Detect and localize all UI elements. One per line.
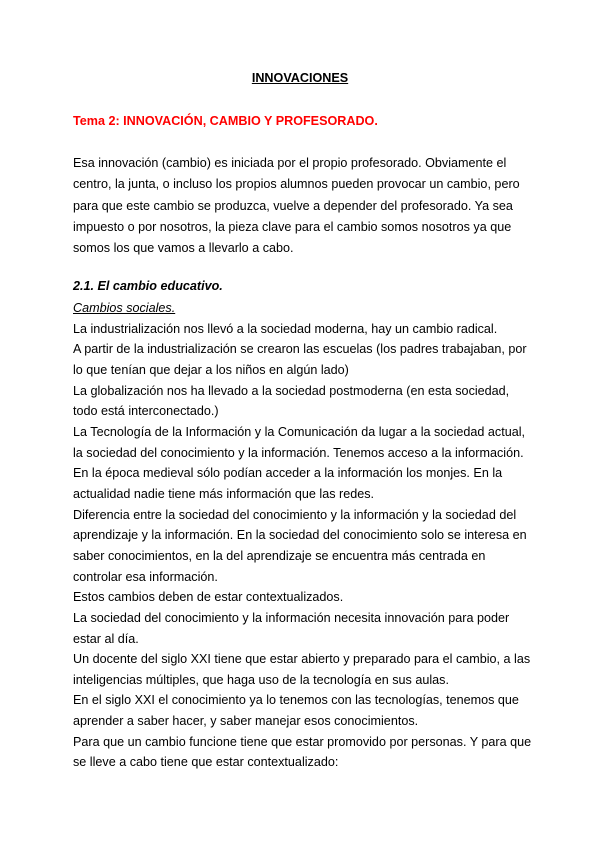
section-heading: 2.1. El cambio educativo. bbox=[73, 279, 223, 293]
paragraph: A partir de la industrialización se crearon las escuelas (los padres trabajaban, por lo que tenían que dejar a los niños en algún lado) bbox=[73, 342, 527, 377]
paragraph: En el siglo XXI el conocimiento ya lo tenemos con las tecnologías, tenemos que aprender a saber hacer, y saber manejar esos conocimientos. bbox=[73, 693, 519, 729]
paragraph: Un docente del siglo XXI tiene que estar abierto y preparado para el cambio, a las inteligencias múltiples, que haga uso de la tecnología en sus aulas. bbox=[73, 652, 531, 687]
section-body bbox=[73, 298, 535, 773]
paragraph: Diferencia entre la sociedad del conocimiento y la información y la sociedad del aprendizaje y la información. En la sociedad del conocimiento solo se interesa en saber conocimientos, en la del aprendizaje se encuentra más centrada en controlar esa información. bbox=[73, 507, 527, 584]
paragraph: Para que un cambio funcione tiene que estar promovido por personas. Y para que se lleve a cabo tiene que estar contextualizado: bbox=[73, 734, 532, 770]
topic-heading: Tema 2: INNOVACIÓN, CAMBIO Y PROFESORADO. bbox=[73, 114, 378, 128]
paragraph: Estos cambios deben de estar contextualizados. bbox=[73, 590, 344, 605]
paragraph: La industrialización nos llevó a la sociedad moderna, hay un cambio radical. bbox=[73, 321, 498, 336]
intro-paragraph: Esa innovación (cambio) es iniciada por el propio profesorado. Obviamente el centro, la junta, o incluso los propios alumnos pueden provocar un cambio, pero para que este cambio se produzca, vuelve a depender del profesorado. Ya sea impuesto o por nosotros, la pieza clave para el cambio somos nosotros ya que somos los que vamos a llevarlo a cabo. bbox=[73, 156, 520, 256]
paragraph: La sociedad del conocimiento y la información necesita innovación para poder estar al día. bbox=[73, 610, 510, 646]
paragraph: La globalización nos ha llevado a la sociedad postmoderna (en esta sociedad, todo está interconectado.) bbox=[73, 383, 510, 419]
document-title: INNOVACIONES bbox=[251, 71, 349, 85]
subsection-heading: Cambios sociales. bbox=[73, 301, 176, 315]
paragraph: La Tecnología de la Información y la Comunicación da lugar a la sociedad actual, la sociedad del conocimiento y la información. Tenemos acceso a la información. En la época medieval sólo podían acceder a la información los monjes. En la actualidad nadie tiene más información que las redes. bbox=[73, 424, 526, 501]
